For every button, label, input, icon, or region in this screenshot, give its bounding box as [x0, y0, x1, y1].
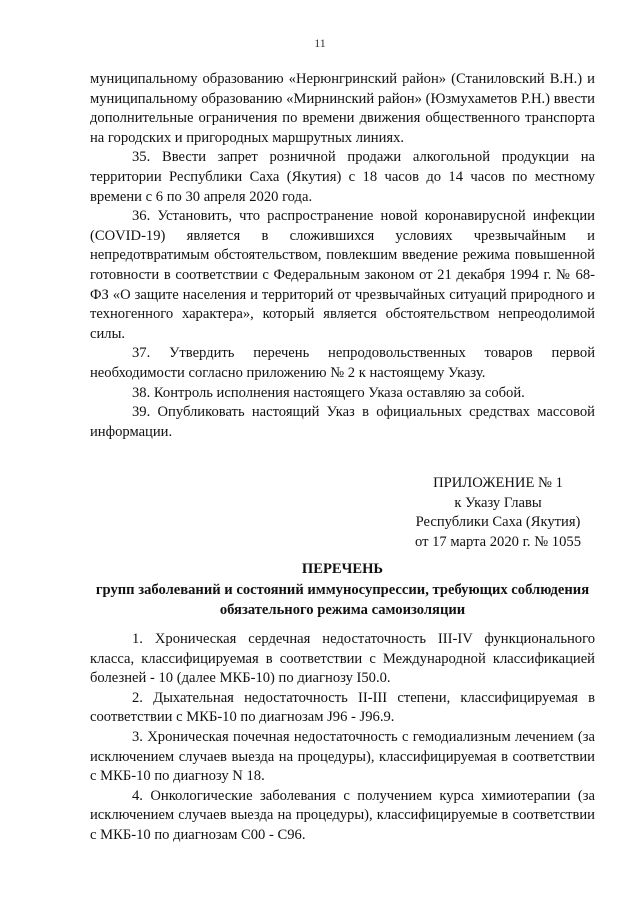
paragraph-35: 35. Ввести запрет розничной продажи алкогольной продукции на территории Республики Саха (Якутия) с 18 часов до 14 часов по местному времени с 6 по 30 апреля 2020 года.: [90, 149, 595, 205]
appendix-date-line: от 17 марта 2020 г. № 1055: [414, 533, 581, 550]
list-subtitle: групп заболеваний и состояний иммуносупрессии, требующих соблюдения обязательного режима самоизоляции: [95, 582, 590, 618]
paragraph-38: 38. Контроль исполнения настоящего Указа оставляю за собой.: [132, 384, 525, 401]
list-title: ПЕРЕЧЕНЬ: [301, 561, 384, 577]
list-item: 1. Хроническая сердечная недостаточность III-IV функционального класса, классифицируемая в соответствии с Международной классификацией болезней - 10 (далее МКБ-10) по диагнозу I50.0.: [90, 631, 595, 687]
paragraph-39: 39. Опубликовать настоящий Указ в официальных средствах массовой информации.: [90, 404, 595, 440]
appendix-ref-line: к Указу Главы: [454, 494, 542, 511]
paragraph-37: 37. Утвердить перечень непродовольственных товаров первой необходимости согласно приложению № 2 к настоящему Указу.: [90, 345, 595, 381]
appendix-title: ПРИЛОЖЕНИЕ № 1: [433, 475, 563, 491]
disease-list: [90, 630, 595, 846]
appendix-ref-line: Республики Саха (Якутия): [415, 514, 581, 531]
decree-body: [90, 70, 595, 442]
paragraph-continuation: муниципальному образованию «Нерюнгринский район» (Станиловский В.Н.) и муниципальному образованию «Мирнинский район» (Юзмухаметов Р.Н.) ввести дополнительные ограничения по времени движения общественного транспорта на городских и пригородных маршрутных линиях.: [90, 71, 595, 146]
list-item: 2. Дыхательная недостаточность II-III степени, классифицируемая в соответствии с МКБ-10 по диагнозам J96 - J96.9.: [90, 689, 595, 726]
list-item: 3. Хроническая почечная недостаточность с гемодиализным лечением (за исключением случаев выезда на процедуры), классифицируемая в соответствии с МКБ-10 по диагнозу N 18.: [90, 728, 595, 785]
list-item: 4. Онкологические заболевания с получением курса химиотерапии (за исключением случаев выезда на процедуры), классифицируемые в соответствии с МКБ-10 по диагнозам C00 - C96.: [90, 787, 595, 843]
page-number: 11: [314, 36, 326, 50]
appendix-header: [398, 474, 598, 552]
paragraph-36: 36. Установить, что распространение новой коронавирусной инфекции (COVID-19) является в сложившихся условиях чрезвычайным и непредотвратимым обстоятельством, повлекшим введение режима повышенной готовности в соответствии с Федеральным законом от 21 декабря 1994 г. № 68-ФЗ «О защите населения и территорий от чрезвычайных ситуаций природного и техногенного характера», который является обстоятельством непреодолимой силы.: [90, 208, 595, 342]
